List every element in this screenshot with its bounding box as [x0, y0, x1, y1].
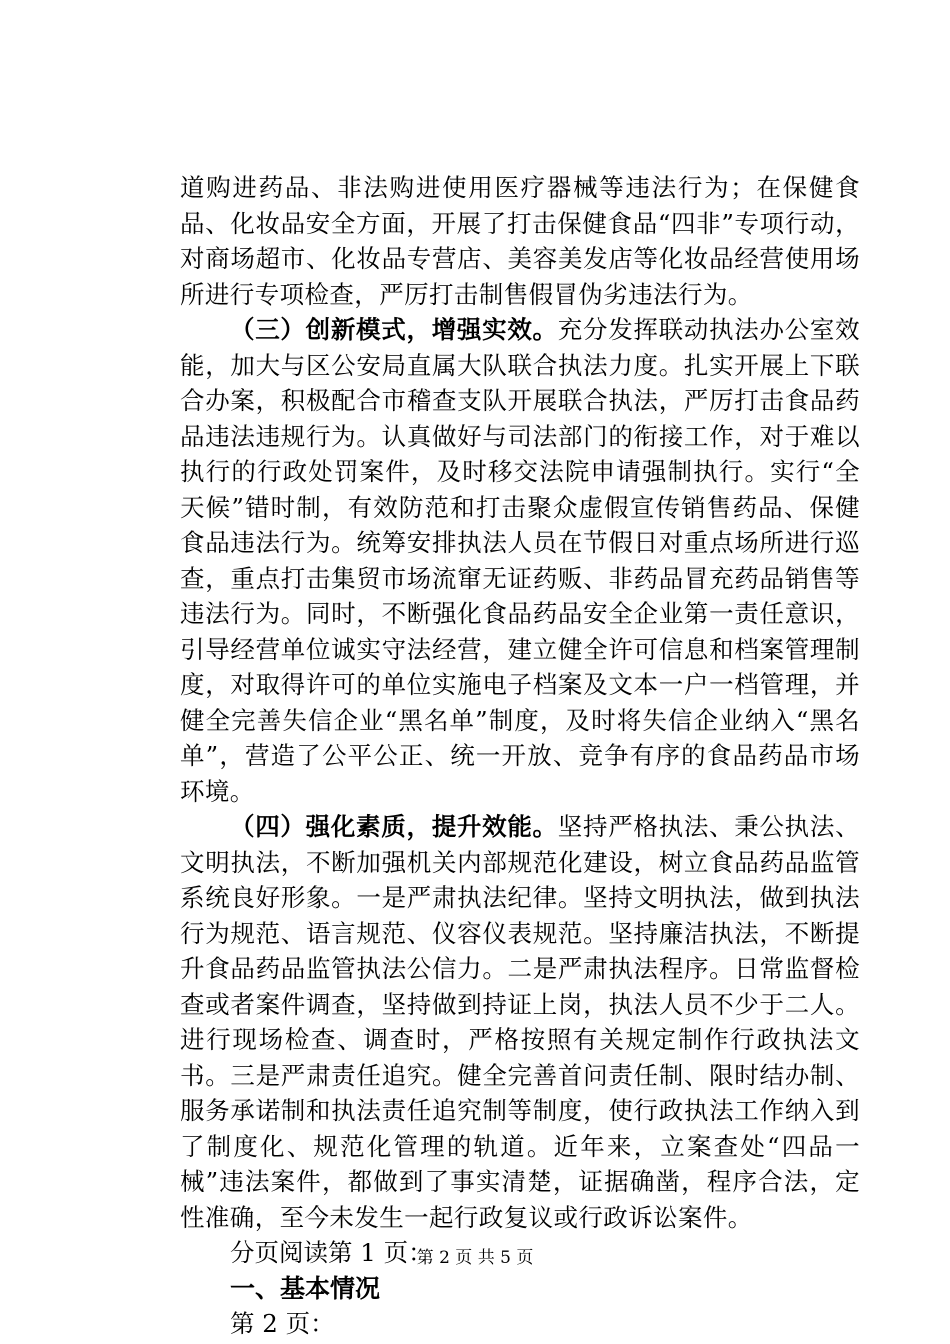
paragraph-quality-lead: （四）强化素质，提升效能。 — [230, 812, 558, 841]
paragraph-continuation: 道购进药品、非法购进使用医疗器械等违法行为；在保健食品、化妆品安全方面，开展了打击保健食品“四非”专项行动，对商场超市、化妆品专营店、美容美发店等化妆品经营使用场所进行专项检查，严厉打击制售假冒伪劣违法行为。 — [180, 173, 860, 309]
paragraph-innovation-body: 充分发挥联动执法办公室效能，加大与区公安局直属大队联合执法力度。扎实开展上下联合办案，积极配合市稽查支队开展联合执法，严厉打击食品药品违法违规行为。认真做好与司法部门的衔接工作，对于难以执行的行政处罚案件，及时移交法院申请强制执行。实行“全天候”错时制，有效防范和打击聚众虚假宣传销售药品、保健食品违法行为。统筹安排执法人员在节假日对重点场所进行巡查，重点打击集贸市场流窜无证药贩、非药品冒充药品销售等违法行为。同时，不断强化食品药品安全企业第一责任意识，引导经营单位诚实守法经营，建立健全许可信息和档案管理制度，对取得许可的单位实施电子档案及文本一户一档管理，并健全完善失信企业“黑名单”制度，及时将失信企业纳入“黑名单”，营造了公平公正、统一开放、竞争有序的食品药品市场环境。 — [180, 315, 860, 806]
page-read-link[interactable]: 分页阅读第 1 页： — [230, 1238, 433, 1267]
paragraph-quality — [180, 809, 860, 1235]
section-heading: 一、基本情况 — [230, 1273, 381, 1303]
paragraph-quality-body: 坚持严格执法、秉公执法、文明执法，不断加强机关内部规范化建设，树立食品药品监管系统良好形象。一是严肃执法纪律。坚持文明执法，做到执法行为规范、语言规范、仪容仪表规范。坚持廉洁执法，不断提升食品药品监管执法公信力。二是严肃执法程序。日常监督检查或者案件调查，坚持做到持证上岗，执法人员不少于二人。进行现场检查、调查时，严格按照有关规定制作行政执法文书。三是严肃责任追究。健全完善首问责任制、限时结办制、服务承诺制和执法责任追究制等制度，使行政执法工作纳入到了制度化、规范化管理的轨道。近年来，立案查处“四品一械”违法案件，都做到了事实清楚，证据确凿，程序合法，定性准确，至今未发生一起行政复议或行政诉讼案件。 — [180, 812, 860, 1232]
paragraph-innovation-lead: （三）创新模式，增强实效。 — [230, 315, 558, 344]
document-body — [180, 170, 860, 1342]
page-footer: 第 2 页 共 5 页 — [416, 1248, 534, 1268]
page-2-label: 第 2 页： — [230, 1309, 335, 1338]
paragraph-innovation — [180, 312, 860, 809]
